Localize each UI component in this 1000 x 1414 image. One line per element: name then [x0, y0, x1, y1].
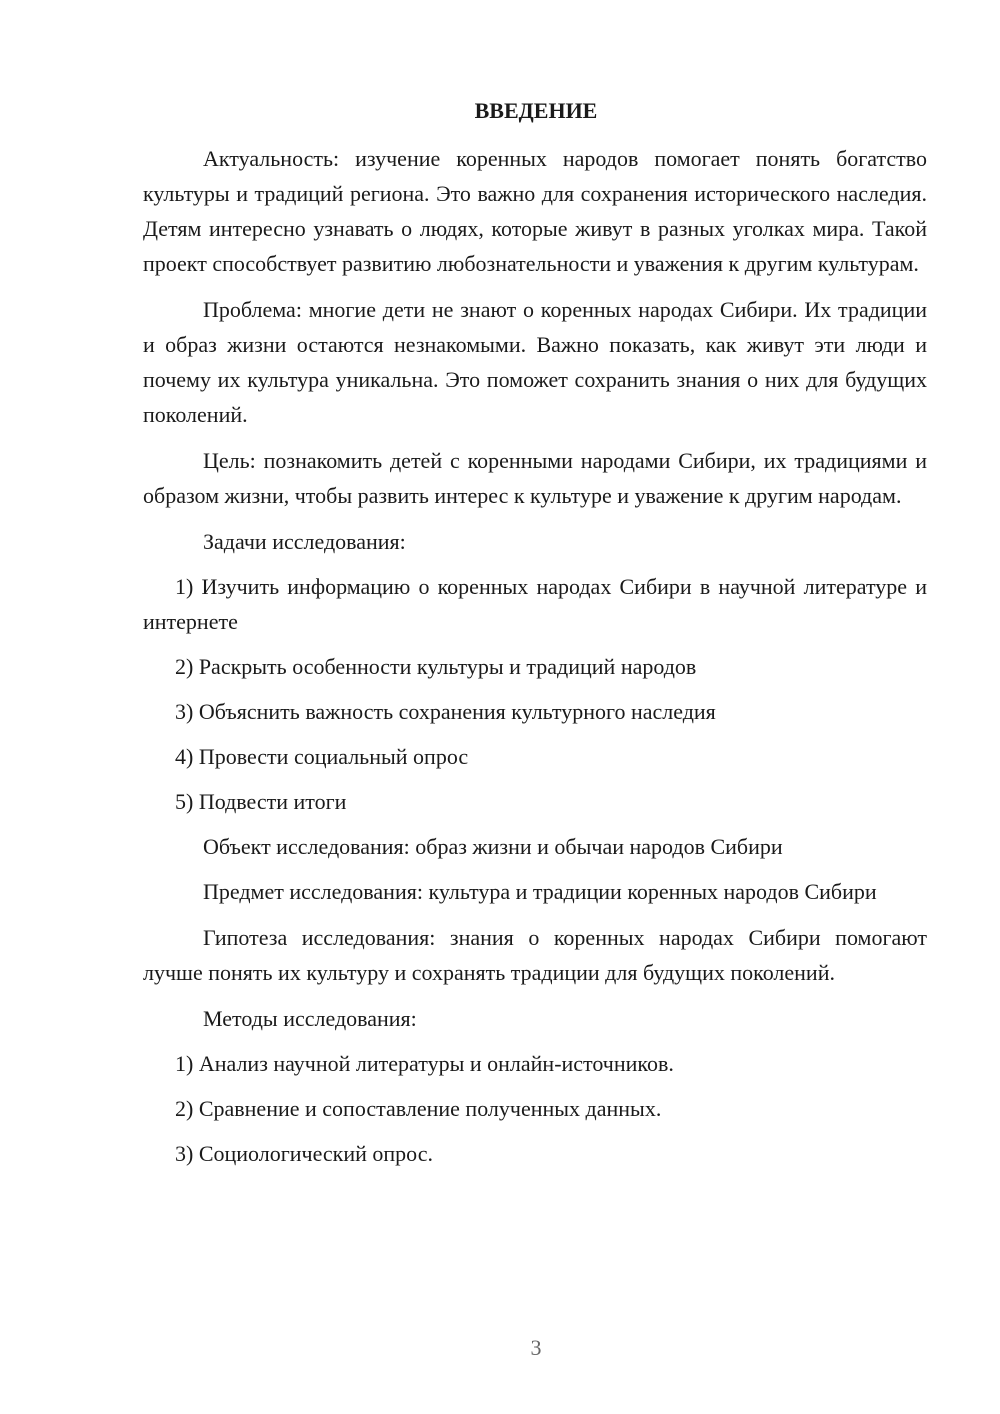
- methods-heading: Методы исследования:: [203, 1006, 417, 1031]
- relevance-paragraph: Актуальность: изучение коренных народов помогает понять богатство культуры и традиций региона. Это важно для сохранения исторического наследия. Детям интересно узнавать о людях, которые живут в разных уголках мира. Такой проект способствует развитию любознательности и уважения к другим культурам.: [143, 146, 927, 276]
- task-item-1: 1) Изучить информацию о коренных народах Сибири в научной литературе и интернете: [143, 574, 927, 634]
- task-item-5: 5) Подвести итоги: [175, 789, 347, 814]
- research-hypothesis: Гипотеза исследования: знания о коренных народах Сибири помогают лучше понять их культуру и сохранять традиции для будущих поколений.: [143, 925, 927, 985]
- page-number: 3: [530, 1335, 542, 1360]
- method-item-3: 3) Социологический опрос.: [175, 1141, 433, 1166]
- task-item-2: 2) Раскрыть особенности культуры и традиций народов: [175, 654, 697, 679]
- tasks-heading: Задачи исследования:: [203, 529, 406, 554]
- research-object: Объект исследования: образ жизни и обычаи народов Сибири: [203, 834, 783, 859]
- task-item-3: 3) Объяснить важность сохранения культурного наследия: [175, 699, 716, 724]
- page-title: ВВЕДЕНИЕ: [474, 98, 598, 123]
- task-item-4: 4) Провести социальный опрос: [175, 744, 469, 769]
- goal-paragraph: Цель: познакомить детей с коренными народами Сибири, их традициями и образом жизни, чтобы развить интерес к культуре и уважение к другим народам.: [143, 448, 927, 508]
- problem-paragraph: Проблема: многие дети не знают о коренных народах Сибири. Их традиции и образ жизни остаются незнакомыми. Важно показать, как живут эти люди и почему их культура уникальна. Это поможет сохранить знания о них для будущих поколений.: [143, 297, 927, 427]
- method-item-1: 1) Анализ научной литературы и онлайн-источников.: [175, 1051, 674, 1076]
- method-item-2: 2) Сравнение и сопоставление полученных данных.: [175, 1096, 662, 1121]
- body-text: [143, 141, 927, 1181]
- research-subject: Предмет исследования: культура и традиции коренных народов Сибири: [203, 879, 877, 904]
